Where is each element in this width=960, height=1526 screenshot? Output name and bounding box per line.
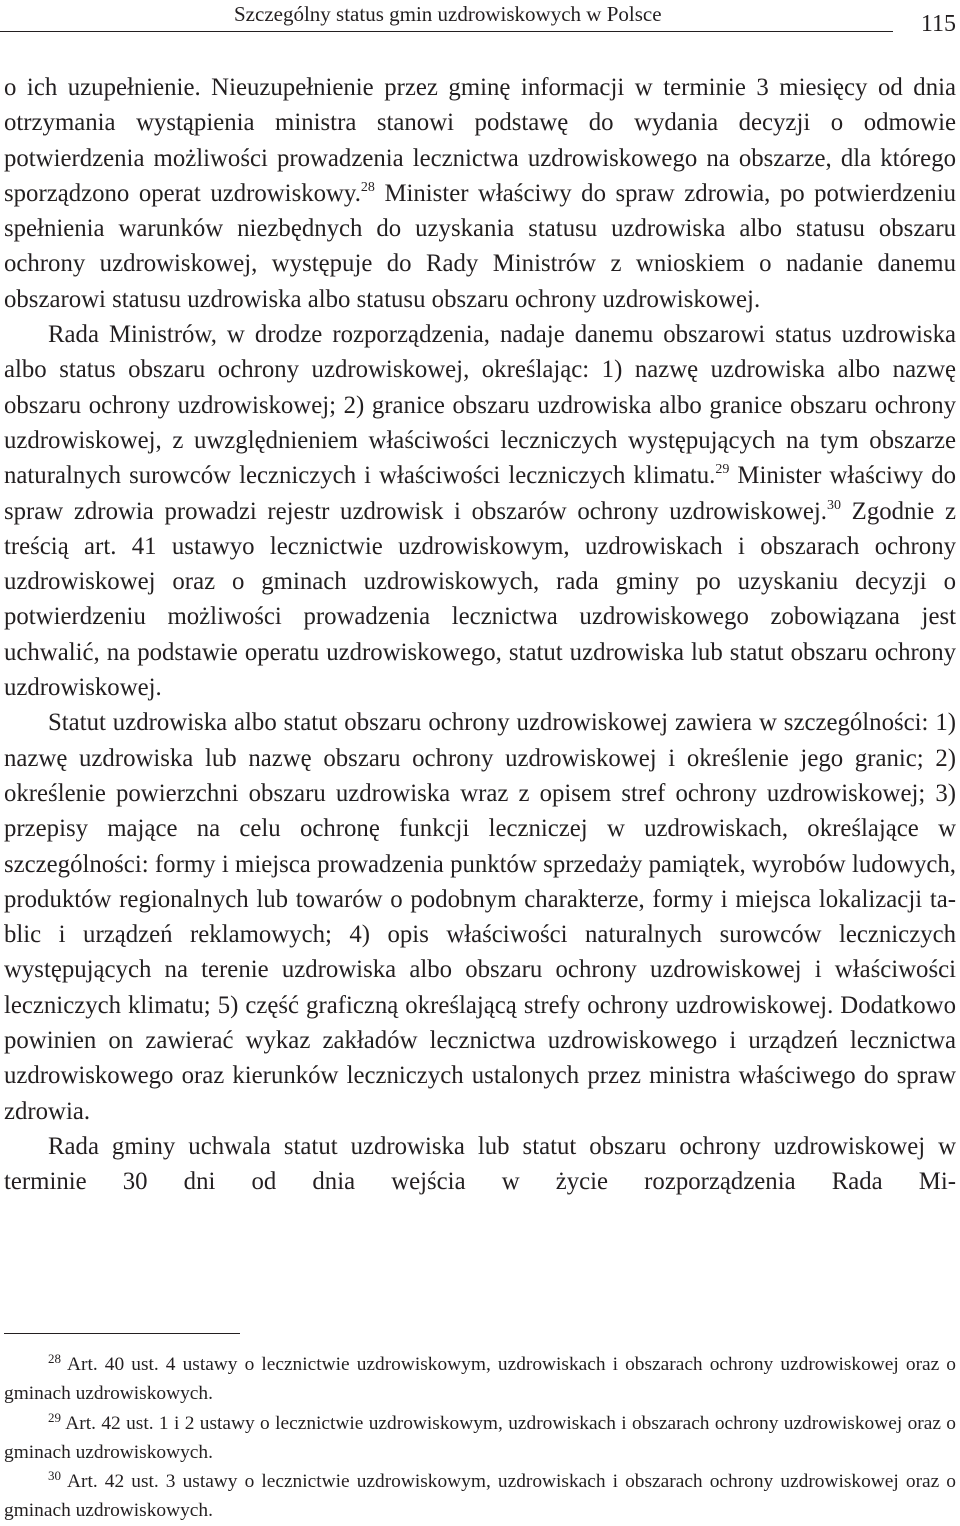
footnote-reference: 29 xyxy=(715,462,730,478)
footnote-text: Art. 40 ust. 4 ustawy o lecznictwie uzdrowiskowym, uzdrowiskach i obszarach ochrony uzdrowiskowej oraz o gminach uzdrowiskowych. xyxy=(4,1354,957,1404)
running-title: Szczególny status gmin uzdrowiskowych w Polsce xyxy=(234,2,662,26)
footnote-reference: 28 xyxy=(360,179,375,195)
text-run: Statut uzdrowiska albo statut obszaru ochrony uzdrowiskowej zawiera w szczególności: 1) nazwę uzdrowiska lub nazwę obszaru ochrony uzdrowiskowej i określenie jego granic; 2) określenie powierzchni obszaru uzdrowiska wraz z opisem stref ochrony uzdrowiskowej; 3) przepisy mające na celu ochronę funkcji leczniczej w uzdrowiskach, określające w szczególności: formy i miejsca prowadzenia punktów sprzedaży pamiątek, wyrobów ludowych, produktów regionalnych lub towarów o podobnym charakterze, formy i miejsca lokalizacji tablic i urządzeń reklamowych; 4) opis właściwości naturalnych surowców leczniczych występujących na terenie uzdrowiska albo obszaru ochrony uzdrowiskowej i właściwości leczniczych klimatu; 5) część graficzną określającą strefy ochrony uzdrowiskowej. Dodatkowo powinien on zawierać wykaz zakładów lecznictwa uzdrowiskowego i urządzeń lecznictwa uzdrowiskowego oraz kierunków leczniczych ustalonych przez ministra właściwego do spraw zdrowia. xyxy=(4,709,956,1125)
paragraph xyxy=(4,70,956,317)
footnotes xyxy=(4,1350,956,1526)
page-number: 115 xyxy=(920,11,956,37)
footnote-number: 28 xyxy=(48,1351,61,1366)
footnote-number: 30 xyxy=(48,1468,61,1483)
text-run: Zgodnie z treścią art. 41 ustawyo lecznictwie uzdrowiskowym, uzdrowiskach i obszarach ochrony uzdrowiskowej oraz o gminach uzdrowiskowych, rada gminy po uzyskaniu decyzji o potwierdzeniu możliwości prowadzenia lecznictwa uzdrowiskowego zobowiązana jest uchwalić, na podstawie operatu uzdrowiskowego, statut uzdrowiska lub statut obszaru ochrony uzdrowiskowej. xyxy=(4,497,957,702)
paragraph xyxy=(4,705,956,1129)
footnote-text: Art. 42 ust. 1 i 2 ustawy o lecznictwie uzdrowiskowym, uzdrowiskach i obszarach ochrony uzdrowiskowej oraz o gminach uzdrowiskowych. xyxy=(4,1412,957,1463)
footnote-number: 29 xyxy=(48,1409,61,1425)
footnote-reference: 30 xyxy=(826,497,841,513)
page-header xyxy=(0,0,960,46)
footnote-text: Art. 42 ust. 3 ustawy o lecznictwie uzdrowiskowym, uzdrowiskach i obszarach ochrony uzdrowiskowej oraz o gminach uzdrowiskowych. xyxy=(4,1471,957,1521)
footnote-separator xyxy=(4,1333,240,1334)
text-run: Rada gminy uchwala statut uzdrowiska lub statut obszaru ochrony uzdrowiskowej w terminie 30 dni od dnia wejścia w życie rozporządzenia Rada Mi- xyxy=(4,1132,956,1196)
footnote xyxy=(4,1409,956,1467)
header-rule xyxy=(0,31,893,32)
paragraph xyxy=(4,317,956,705)
text-run: Minister właściwy do spraw zdrowia, po potwierdzeniu spełnienia warunków niezbędnych do uzyskania statusu uzdrowiska albo statusu obszaru ochrony uzdrowiskowej, występuje do Rady Ministrów z wnioskiem o nadanie danemu obszarowi statusu uzdrowiska albo statusu obszaru ochrony uzdrowiskowej. xyxy=(4,179,956,313)
footnote xyxy=(4,1350,956,1408)
text-run: Minister właściwy do spraw zdrowia prowadzi rejestr uzdrowisk i obszarów ochrony uzdrowiskowej. xyxy=(4,462,956,525)
text-run: Rada Ministrów, w drodze rozporządzenia, nadaje danemu obszarowi status uzdrowiska albo status obszaru ochrony uzdrowiskowej, określając: 1) nazwę uzdrowiska albo nazwę obszaru ochrony uzdrowiskowej; 2) granice obszaru uzdrowiska albo granice obszaru ochrony uzdrowiskowej, z uwzględnieniem właściwości leczniczych występujących na tym obszarze naturalnych surowców leczniczych i właściwości leczniczych klimatu. xyxy=(4,321,956,490)
body-text xyxy=(4,70,956,1200)
text-run: o ich uzupełnienie. Nieuzupełnienie przez gminę informacji w terminie 3 miesięcy od dnia otrzymania wystąpienia ministra stanowi podstawę do wydania decyzji o odmowie potwierdzenia możliwości prowadzenia lecznictwa uzdrowiskowego na obszarze, dla którego sporządzono operat uzdrowiskowy. xyxy=(4,74,956,207)
footnote xyxy=(4,1467,956,1525)
paragraph xyxy=(4,1129,956,1200)
